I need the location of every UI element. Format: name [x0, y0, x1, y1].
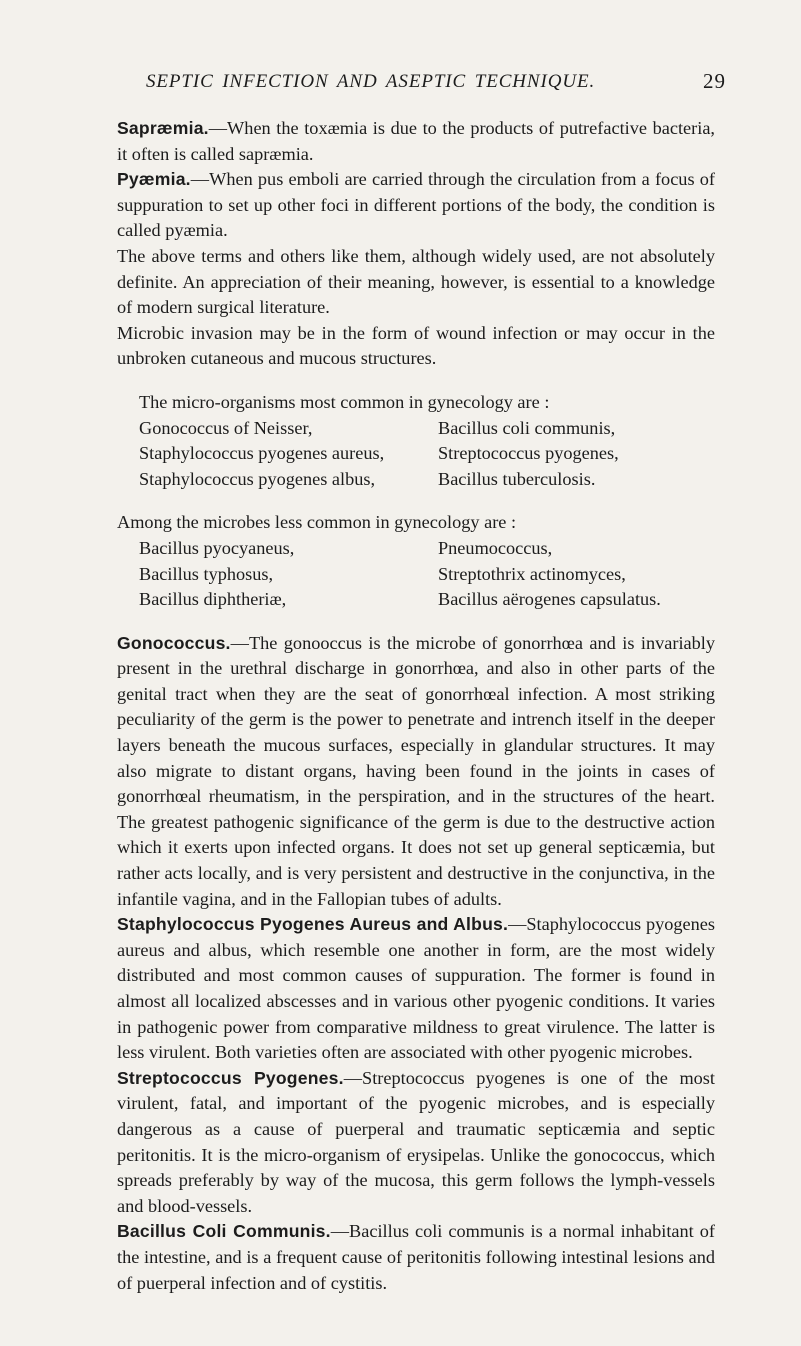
list-item: Bacillus tuberculosis.: [438, 468, 596, 489]
list-item: Gonococcus of Neisser,: [139, 417, 313, 438]
less-common-list-intro: Among the microbes less common in gynecology are :: [117, 512, 517, 533]
page-number: 29: [703, 69, 726, 93]
list-item: Staphylococcus pyogenes albus,: [139, 468, 376, 489]
list-item: Bacillus typhosus,: [139, 563, 274, 584]
paragraph-sapraemia: [117, 116, 715, 167]
list-item: Bacillus diphtheriæ,: [139, 589, 287, 610]
list-item: Staphylococcus pyogenes aureus,: [139, 443, 385, 464]
paragraph-bacillus-coli: [117, 1219, 715, 1296]
heading-streptococcus: Streptococcus Pyogenes.: [117, 1067, 344, 1088]
list-item: Streptococcus pyogenes,: [438, 443, 619, 464]
list-item: Bacillus pyocyaneus,: [139, 537, 295, 558]
heading-pyaemia: Pyæmia.: [117, 169, 191, 190]
list-item: Pneumococcus,: [438, 537, 553, 558]
heading-sapraemia: Sapræmia.: [117, 118, 209, 138]
text-gonococcus: —The gonooccus is the microbe of gonorrhœa and is invariably present in the urethral discharge in gonorrhœa, and also in other parts of the genital tract when they are the seat of gonorrhœal infection. A most striking peculiarity of the germ is the power to penetrate and intrench itself in the deeper layers beneath the mucous surfaces, especially in glandular structures. It may also migrate to distant organs, having been found in the joints in cases of gonorrhœal rheumatism, in the perspiration, and in the structures of the heart. The greatest pathogenic significance of the germ is due to the destructive action which it exerts upon infected organs. It does not set up general septicæmia, but rather acts locally, and is very persistent and destructive in the conjunctiva, in the infantile vagina, and in the Fallopian tubes of adults.: [117, 632, 715, 909]
paragraph-pyaemia: [117, 167, 715, 244]
running-title: SEPTIC INFECTION AND ASEPTIC TECHNIQUE.: [146, 71, 596, 92]
text-staphylococcus: —Staphylococcus pyogenes aureus and albus, which resemble one another in form, are the most widely distributed and most common causes of suppuration. The former is found in almost all localized abscesses and in various other pyogenic conditions. It varies in pathogenic power from comparative mildness to great virulence. The latter is less virulent. Both varieties often are associated with other pyogenic microbes.: [117, 914, 715, 1063]
common-list-intro: The micro-organisms most common in gynecology are :: [139, 391, 550, 412]
common-microbes-list: [117, 416, 715, 493]
body-text: [117, 116, 715, 1296]
paragraph-terms: The above terms and others like them, although widely used, are not absolutely definite. An appreciation of their meaning, however, is essential to a knowledge of modern surgical literature.: [117, 245, 715, 318]
heading-staphylococcus: Staphylococcus Pyogenes Aureus and Albus.: [117, 914, 509, 935]
list-item: Streptothrix actinomyces,: [438, 563, 626, 584]
less-common-microbes-list: [117, 536, 715, 613]
paragraph-staphylococcus: [117, 912, 715, 1066]
list-item: Bacillus coli communis,: [438, 417, 616, 438]
paragraph-streptococcus: [117, 1066, 715, 1220]
paragraph-gonococcus: [117, 631, 715, 913]
text-streptococcus: —Streptococcus pyogenes is one of the most virulent, fatal, and important of the pyogenic microbes, and is especially dangerous as a cause of puerperal and traumatic septicæmia and septic peritonitis. It is the micro-organism of erysipelas. Unlike the gonococcus, which spreads preferably by way of the mucosa, this germ follows the lymph-vessels and blood-vessels.: [117, 1067, 716, 1216]
heading-gonococcus: Gonococcus.: [117, 632, 231, 653]
paragraph-invasion: Microbic invasion may be in the form of wound infection or may occur in the unbroken cutaneous and mucous structures.: [117, 322, 715, 369]
list-item: Bacillus aërogenes capsulatus.: [438, 589, 661, 610]
heading-bacillus-coli: Bacillus Coli Communis.: [117, 1221, 331, 1242]
text-bacillus-coli: —Bacillus coli communis is a normal inhabitant of the intestine, and is a frequent cause of peritonitis following intestinal lesions and of puerperal infection and of cystitis.: [117, 1221, 715, 1293]
text-sapraemia: —When the toxæmia is due to the products of putrefactive bacteria, it often is called sapræmia.: [117, 118, 715, 164]
text-pyaemia: —When pus emboli are carried through the circulation from a focus of suppuration to set up other foci in different portions of the body, the condition is called pyæmia.: [117, 169, 715, 241]
